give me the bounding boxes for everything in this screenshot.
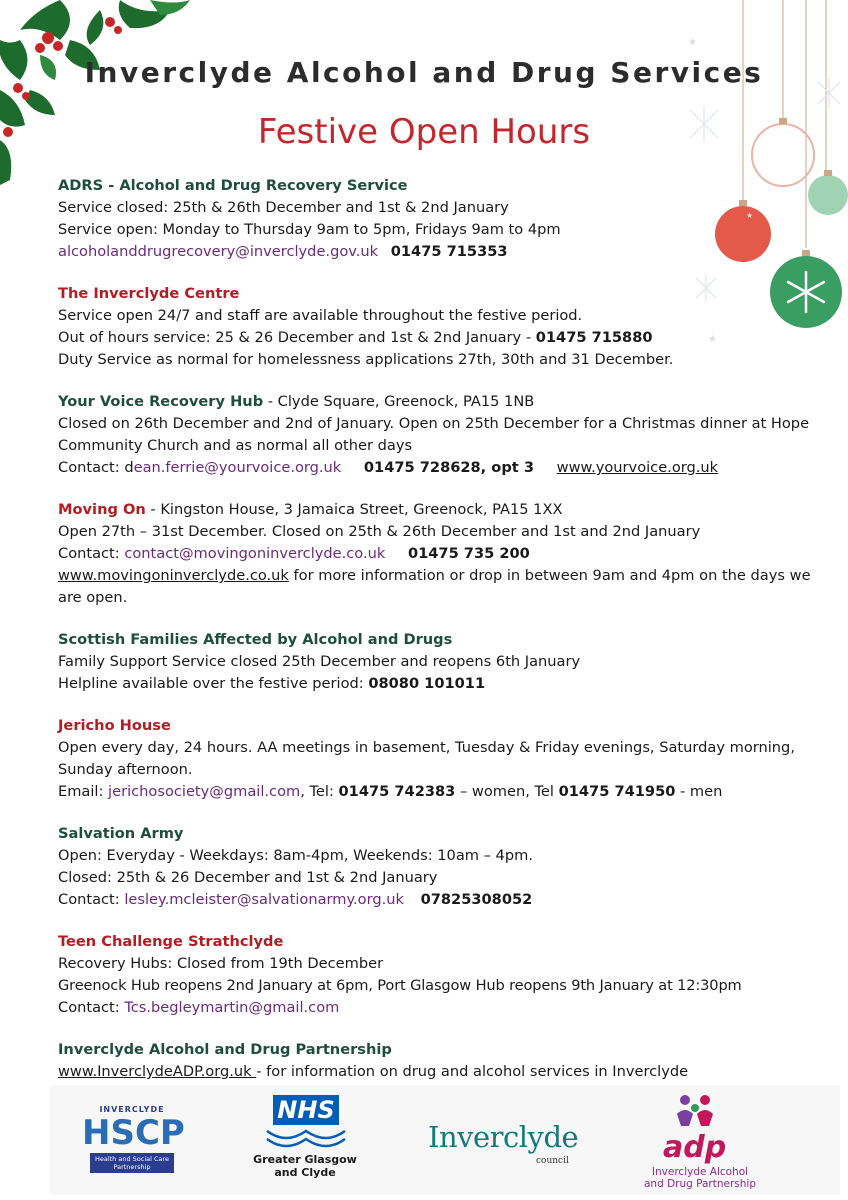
email-link[interactable]: contact@movingoninverclyde.co.uk [124,545,386,562]
section-text: Closed on 26th December and 2nd of January. Open on 25th December for a Christmas dinner at Hope Community Church and as normal all other days [58,415,810,454]
nhs-logo-sub-line: and Clyde [274,1166,336,1179]
section-heading: Salvation Army [58,825,184,842]
section-text: Out of hours service: 25 & 26 December and 1st & 2nd January - [58,329,536,346]
section-teen-challenge [58,931,818,1019]
section-heading: Scottish Families Affected by Alcohol and Drugs [58,631,453,648]
section-inverclyde-centre [58,283,818,371]
section-heading: Moving On [58,501,146,518]
email-label: Email: [58,783,109,800]
email-link[interactable]: ean.ferrie@yourvoice.org.uk [133,459,342,476]
section-your-voice [58,391,818,479]
section-text: Open 27th – 31st December. Closed on 25th & 26th December and 1st and 2nd January [58,523,701,540]
svg-text:★: ★ [746,211,754,220]
section-text: Service open 24/7 and staff are available throughout the festive period. [58,307,583,324]
section-text: Duty Service as normal for homelessness applications 27th, 30th and 31 December. [58,351,674,368]
nhs-logo [245,1095,365,1185]
adp-logo-sub-line: and Drug Partnership [643,1178,757,1190]
contact-label: Contact: [58,999,125,1016]
contact-label: Contact: [58,545,125,562]
section-moving-on [58,499,818,609]
section-heading: Jericho House [58,717,171,734]
website-link[interactable]: www.yourvoice.org.uk [556,459,719,476]
section-heading: Your Voice Recovery Hub [58,393,264,410]
holly-decoration [0,0,200,190]
nhs-wave-icon [265,1127,347,1151]
svg-text:★: ★ [688,37,697,48]
phone-number: 01475 715880 [535,329,653,346]
section-text: for more information or drop in between 9am and 4pm on the days we are open. [58,567,811,606]
website-link[interactable]: www.movingoninverclyde.co.uk [58,567,289,584]
website-link[interactable]: www.InverclydeADP.org.uk [58,1063,257,1080]
adp-logo [625,1090,775,1190]
hscp-logo-top: INVERCLYDE [99,1105,165,1114]
section-heading: The Inverclyde Centre [58,285,240,302]
section-text: Open: Everyday - Weekdays: 8am-4pm, Weekends: 10am – 4pm. [58,847,533,864]
section-text: Service closed: 25th & 26th December and 1st & 2nd January [58,199,509,216]
nhs-logo-main: NHS [273,1095,339,1125]
adp-logo-sub-line: Inverclyde Alcohol [651,1166,749,1178]
contact-label: Contact: [58,891,125,908]
partner-logos [50,1085,840,1195]
adp-people-icon [673,1092,717,1132]
tel-label: – women, Tel [455,783,559,800]
phone-number: 07825308052 [420,891,533,908]
phone-number: 01475 735 200 [407,545,530,562]
email-link[interactable]: Tcs.begleymartin@gmail.com [124,999,340,1016]
section-text: - for information on drug and alcohol services in Inverclyde [256,1063,689,1080]
section-text: Greenock Hub reopens 2nd January at 6pm, Port Glasgow Hub reopens 9th January at 12:30pm [58,977,742,994]
email-link[interactable]: lesley.mcleister@salvationarmy.org.uk [124,891,404,908]
section-scottish-families [58,629,818,695]
phone-number: 08080 101011 [368,675,486,692]
section-heading: ADRS - Alcohol and Drug Recovery Service [58,177,408,194]
section-text: Family Support Service closed 25th December and reopens 6th January [58,653,581,670]
section-jericho-house [58,715,818,803]
section-text: Helpline available over the festive period: [58,675,369,692]
nhs-logo-sub-line: Greater Glasgow [253,1153,357,1166]
hscp-logo-main: HSCP [82,1113,185,1153]
page-title: Inverclyde Alcohol and Drug Services [84,56,764,89]
section-text: Recovery Hubs: Closed from 19th December [58,955,384,972]
hscp-logo-sub: Health and Social Care Partnership [90,1153,174,1173]
section-salvation-army [58,823,818,911]
section-text: Open every day, 24 hours. AA meetings in basement, Tuesday & Friday evenings, Saturday morning, Sunday afternoon. [58,739,795,778]
nhs-logo-sub [245,1153,365,1179]
inverclyde-council-logo [428,1110,588,1170]
svg-text:★: ★ [708,334,717,345]
email-link[interactable]: jerichosociety@gmail.com [108,783,301,800]
tel-label: , Tel: [300,783,339,800]
section-text: Service open: Monday to Thursday 9am to 5pm, Fridays 9am to 4pm [58,221,561,238]
council-logo-main: Inverclyde [428,1120,579,1154]
email-link[interactable]: alcoholanddrugrecovery@inverclyde.gov.uk [58,243,379,260]
section-address: - Kingston House, 3 Jamaica Street, Greenock, PA15 1XX [145,501,563,518]
services-list [58,175,818,1125]
council-logo-sub: council [536,1156,569,1166]
contact-label: Contact: d [58,459,134,476]
section-heading: Teen Challenge Strathclyde [58,933,284,950]
phone-number: 01475 742383 [338,783,456,800]
tel-label: - men [675,783,723,800]
section-heading: Inverclyde Alcohol and Drug Partnership [58,1041,392,1058]
hscp-logo [82,1105,185,1180]
phone-number: 01475 741950 [558,783,676,800]
page-subtitle: Festive Open Hours [257,112,591,152]
adp-logo-sub [625,1166,775,1190]
section-address: - Clyde Square, Greenock, PA15 1NB [263,393,535,410]
adp-logo-main: adp [663,1130,727,1165]
phone-number: 01475 728628, opt 3 [363,459,534,476]
section-text: Closed: 25th & 26 December and 1st & 2nd January [58,869,438,886]
phone-number: 01475 715353 [390,243,508,260]
section-adrs [58,175,818,263]
